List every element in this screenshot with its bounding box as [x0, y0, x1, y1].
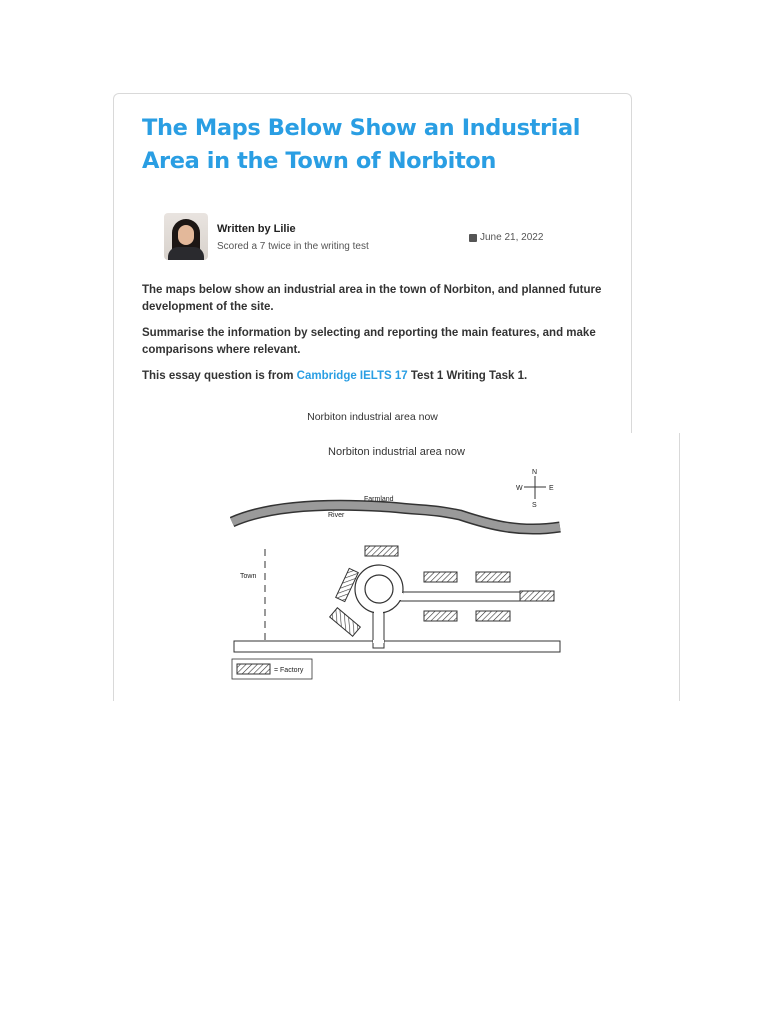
east-road [400, 592, 520, 601]
source-suffix: Test 1 Writing Task 1. [410, 370, 528, 382]
factory [476, 572, 510, 582]
compass-rose [516, 469, 554, 509]
task-paragraph-1: The maps below show an industrial area in the town of Norbiton, and planned future development of the site. [142, 284, 602, 313]
task-paragraph-2: Summarise the information by selecting and reporting the main features, and make comparisons where relevant. [142, 327, 596, 356]
factory [424, 611, 457, 621]
author-subtitle: Scored a 7 twice in the writing test [217, 241, 369, 252]
legend-factory-swatch [237, 664, 270, 674]
town-label: Town [240, 573, 257, 580]
factory [424, 572, 457, 582]
river-label: River [328, 512, 345, 519]
legend-label: = Factory [274, 667, 304, 674]
industrial-area-map [230, 465, 570, 695]
card-map-caption: Norbiton industrial area now [307, 411, 438, 423]
map-panel [113, 433, 680, 701]
map-legend [232, 659, 312, 679]
publish-date [469, 232, 543, 243]
source-prefix: This essay question is from [142, 370, 294, 382]
task-paragraph-3 [142, 368, 612, 385]
west-label: W [516, 485, 523, 492]
author-avatar [164, 213, 208, 260]
factory [520, 591, 554, 601]
author-name: Written by Lilie [217, 223, 296, 235]
calendar-icon [469, 234, 477, 242]
article-card [113, 93, 632, 434]
factory [476, 611, 510, 621]
date-text: June 21, 2022 [480, 232, 544, 243]
article-title: The Maps Below Show an Industrial Area in the Town of Norbiton [142, 115, 581, 174]
south-label: S [532, 502, 537, 509]
north-label: N [532, 469, 538, 476]
cambridge-link[interactable]: Cambridge IELTS 17 [296, 370, 408, 382]
farmland-label: Farmland [364, 496, 394, 503]
map-caption: Norbiton industrial area now [328, 446, 465, 458]
main-road [234, 641, 560, 652]
factory [365, 546, 398, 556]
factory [330, 608, 361, 636]
east-label: E [549, 485, 554, 492]
